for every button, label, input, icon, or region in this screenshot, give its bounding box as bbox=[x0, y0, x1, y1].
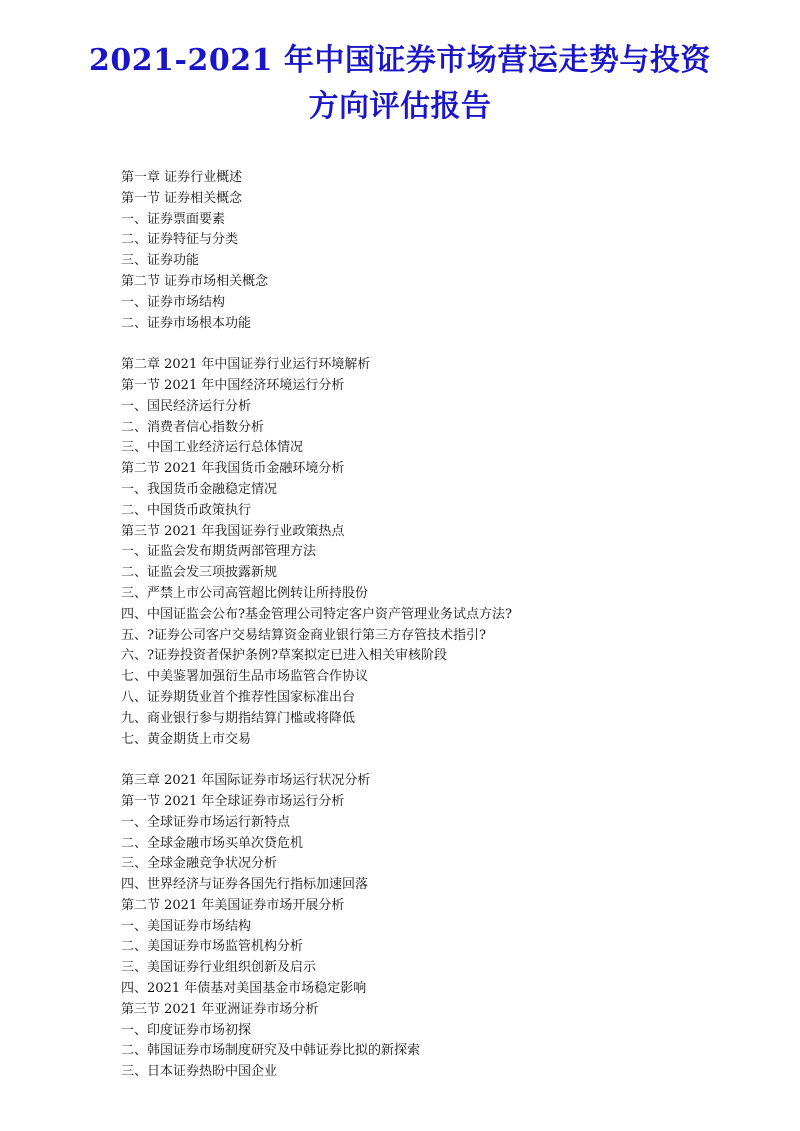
toc-line: 一、国民经济运行分析 bbox=[121, 398, 252, 414]
toc-line: 一、我国货币金融稳定情况 bbox=[121, 481, 278, 497]
toc-chapter-2 bbox=[121, 355, 741, 750]
report-title bbox=[60, 38, 740, 130]
report-title-line-2: 方向评估报告 bbox=[308, 89, 492, 124]
toc-line: 第三节 2021 年我国证券行业政策热点 bbox=[121, 523, 345, 539]
toc-line: 三、日本证券热盼中国企业 bbox=[121, 1064, 278, 1080]
toc-line: 一、证监会发布期货两部管理方法 bbox=[121, 544, 317, 560]
toc-line: 二、中国货币政策执行 bbox=[121, 502, 252, 518]
toc-line: 九、商业银行参与期指结算门槛或将降低 bbox=[121, 710, 356, 726]
toc-line: 一、美国证券市场结构 bbox=[121, 918, 252, 934]
toc-line: 第三章 2021 年国际证券市场运行状况分析 bbox=[121, 773, 371, 789]
toc-line: 三、中国工业经济运行总体情况 bbox=[121, 440, 304, 456]
toc-line: 七、中美鉴署加强衍生品市场监管合作协议 bbox=[121, 669, 369, 685]
toc-line: 五、?证券公司客户交易结算资金商业银行第三方存管技术指引? bbox=[121, 627, 486, 643]
toc-line: 六、?证券投资者保护条例?草案拟定已进入相关审核阶段 bbox=[121, 648, 447, 664]
toc-line: 二、证券特征与分类 bbox=[121, 232, 239, 248]
toc-spacer bbox=[121, 334, 741, 355]
toc-line: 四、2021 年债基对美国基金市场稳定影响 bbox=[121, 981, 367, 997]
toc-chapter-3 bbox=[121, 771, 741, 1083]
toc-line: 一、证券市场结构 bbox=[121, 294, 226, 310]
toc-line: 四、世界经济与证券各国先行指标加速回落 bbox=[121, 877, 369, 893]
toc-line: 第一节 证券相关概念 bbox=[121, 190, 243, 206]
toc-line: 第二节 证券市场相关概念 bbox=[121, 273, 269, 289]
toc-line: 第一节 2021 年全球证券市场运行分析 bbox=[121, 793, 345, 809]
toc-line: 四、中国证监会公布?基金管理公司特定客户资产管理业务试点方法? bbox=[121, 606, 512, 622]
toc-line: 二、消费者信心指数分析 bbox=[121, 419, 265, 435]
toc-line: 第二章 2021 年中国证券行业运行环境解析 bbox=[121, 357, 371, 373]
toc-line: 二、证监会发三项披露新规 bbox=[121, 565, 278, 581]
toc-line: 八、证券期货业首个推荐性国家标准出台 bbox=[121, 689, 356, 705]
toc-line: 第二节 2021 年我国货币金融环境分析 bbox=[121, 461, 345, 477]
toc-line: 一、全球证券市场运行新特点 bbox=[121, 814, 291, 830]
toc-line: 三、全球金融竞争状况分析 bbox=[121, 856, 278, 872]
report-title-line-1: 2021-2021 年中国证券市场营运走势与投资 bbox=[89, 43, 711, 78]
toc-line: 三、严禁上市公司高管超比例转让所持股份 bbox=[121, 585, 369, 601]
toc-line: 第一章 证券行业概述 bbox=[121, 170, 243, 185]
toc-line: 一、印度证券市场初探 bbox=[121, 1022, 252, 1038]
toc-line: 二、美国证券市场监管机构分析 bbox=[121, 939, 304, 955]
toc-line: 第二节 2021 年美国证券市场开展分析 bbox=[121, 897, 345, 913]
toc-line: 第一节 2021 年中国经济环境运行分析 bbox=[121, 377, 345, 393]
toc-spacer bbox=[121, 750, 741, 771]
toc-line: 三、美国证券行业组织创新及启示 bbox=[121, 960, 317, 976]
toc-line: 第三节 2021 年亚洲证券市场分析 bbox=[121, 1001, 319, 1017]
toc-line: 二、全球金融市场买单次贷危机 bbox=[121, 835, 304, 851]
toc-line: 二、证券市场根本功能 bbox=[121, 315, 252, 331]
toc-line: 七、黄金期货上市交易 bbox=[121, 731, 252, 747]
toc-line: 二、韩国证券市场制度研究及中韩证券比拟的新探索 bbox=[121, 1043, 421, 1059]
table-of-contents bbox=[121, 168, 741, 1083]
toc-chapter-1 bbox=[121, 168, 741, 334]
toc-line: 一、证券票面要素 bbox=[121, 211, 226, 227]
toc-line: 三、证券功能 bbox=[121, 253, 200, 269]
